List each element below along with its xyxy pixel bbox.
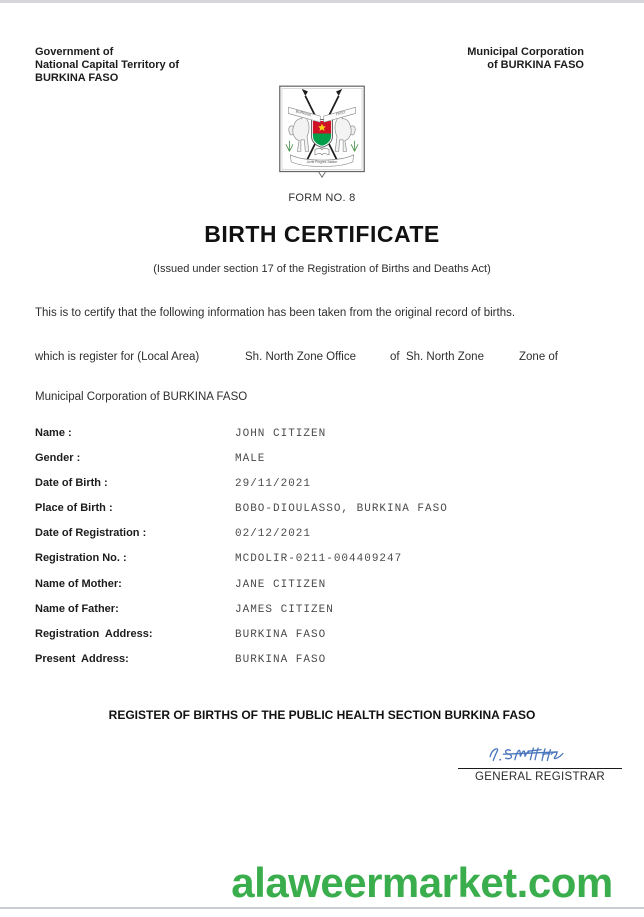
field-row-registration-no xyxy=(35,552,609,577)
watermark-text: alaweermarket.com xyxy=(231,859,613,906)
issuer-left-line3: BURKINA FASO xyxy=(35,72,119,84)
zone-value: of Sh. North Zone xyxy=(390,351,484,363)
field-label: Date of Registration : xyxy=(35,527,147,540)
field-value: 02/12/2021 xyxy=(235,528,312,541)
bottom-divider xyxy=(0,907,644,909)
field-label: Date of Birth : xyxy=(35,477,108,490)
field-row-place-of-birth xyxy=(35,502,609,527)
field-value: BURKINA FASO xyxy=(235,628,327,641)
field-label: Registration No. : xyxy=(35,552,127,565)
registrar-title: GENERAL REGISTRAR xyxy=(475,771,605,783)
field-row-registration-address xyxy=(35,628,609,653)
field-label: Name of Mother: xyxy=(35,577,122,590)
field-row-mother-name xyxy=(35,578,609,603)
field-row-date-of-birth xyxy=(35,477,609,502)
zone-office-value: Sh. North Zone Office xyxy=(245,351,357,363)
field-label: Present Address: xyxy=(35,652,129,665)
field-label: Place of Birth : xyxy=(35,502,113,515)
register-statement-intro: which is register for (Local Area) xyxy=(35,351,200,363)
field-value: MCDOLIR-0211-004409247 xyxy=(235,553,403,566)
open-book-icon xyxy=(315,148,329,154)
field-value: JOHN CITIZEN xyxy=(235,428,327,440)
issuer-right-line2: of BURKINA FASO xyxy=(487,59,584,71)
banner-text-left: BURKINA xyxy=(295,109,312,118)
issuer-left xyxy=(35,46,179,85)
top-divider xyxy=(0,0,644,3)
field-row-present-address xyxy=(35,653,609,678)
field-label: Name of Father: xyxy=(35,602,119,615)
issuer-right xyxy=(467,46,584,72)
field-row-father-name xyxy=(35,603,609,628)
signature-rule xyxy=(458,768,622,769)
flag-shield-icon xyxy=(311,120,332,148)
page-title: BIRTH CERTIFICATE xyxy=(204,221,440,247)
burkina-faso-coat-of-arms-icon xyxy=(278,84,366,179)
corporation-line: Municipal Corporation of BURKINA FASO xyxy=(35,391,248,403)
field-label: Gender : xyxy=(35,452,81,465)
field-value: BOBO-DIOULASSO, BURKINA FASO xyxy=(235,503,448,516)
form-number: FORM NO. 8 xyxy=(288,192,356,204)
zone-of-label: Zone of xyxy=(519,351,558,363)
register-of-births-heading: REGISTER OF BIRTHS OF THE PUBLIC HEALTH SECTION BURKINA FASO xyxy=(108,708,536,722)
field-value: MALE xyxy=(235,453,266,466)
field-value: 29/11/2021 xyxy=(235,478,312,491)
field-row-date-of-registration xyxy=(35,527,609,552)
registrar-signature-icon xyxy=(484,744,569,763)
field-label: Name : xyxy=(35,427,72,439)
motto-text: Unité Progrès Justice xyxy=(307,160,337,165)
certificate-fields xyxy=(35,427,609,678)
issuer-left-line2: National Capital Territory of xyxy=(35,59,180,71)
field-row-name xyxy=(35,427,609,452)
title-subtext: (Issued under section 17 of the Registration of Births and Deaths Act) xyxy=(153,263,491,275)
field-value: BURKINA FASO xyxy=(235,653,327,666)
field-label: Registration Address: xyxy=(35,627,153,640)
banner-text-right: FASO xyxy=(335,110,346,117)
field-row-gender xyxy=(35,452,609,477)
field-value: JANE CITIZEN xyxy=(235,578,327,591)
issuer-right-line1: Municipal Corporation xyxy=(467,46,584,58)
field-value: JAMES CITIZEN xyxy=(235,603,334,616)
certify-statement: This is to certify that the following information has been taken from the original record of births. xyxy=(35,307,516,319)
issuer-left-line1: Government of xyxy=(35,46,114,58)
register-statement xyxy=(0,351,644,367)
